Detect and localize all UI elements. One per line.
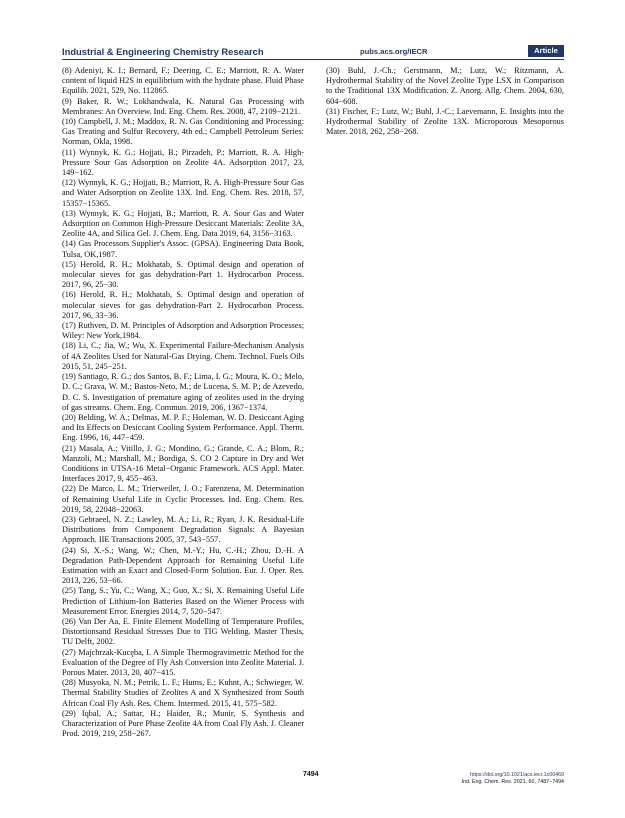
reference-item: (26) Van Der Aa, E. Finite Element Modelling of Temperature Profiles, Distortionsand Residual Stresses Due to TIG Welding. Master Thesis, TU Delft, 2002.: [62, 616, 304, 647]
reference-item: (22) De Marco, L. M.; Trierweiler, J. O.; Farenzena, M. Determination of Remaining Useful Life in Cyclic Processes. Ind. Eng. Chem. Res. 2019, 58, 22048−22063.: [62, 484, 304, 514]
reference-item: (17) Ruthven, D. M. Principles of Adsorption and Adsorption Processes; Wiley: New York,1984.: [62, 321, 304, 341]
reference-item: (14) Gas Processors Supplier's Assoc. (GPSA). Engineering Data Book, Tulsa, OK,1987.: [62, 239, 304, 259]
reference-item: (15) Herold, R. H.; Mokhatab, S. Optimal design and operation of molecular sieves for gas dehydration-Part 1. Hydrocarbon Process. 2017, 96, 25−30.: [62, 259, 304, 290]
references-column-right: [326, 66, 564, 137]
reference-item: (28) Musyoka, N. M.; Petrik, L. F.; Hums, E.; Kuhnt, A.; Schwieger, W. Thermal Stability Studies of Zeolites A and X Synthesized from South African Coal Fly Ash. Res. Chem. Intermed. 2015, 41, 575−582.: [62, 678, 304, 708]
doi-link[interactable]: https://doi.org/10.1021/acs.iecr.1c00469: [470, 772, 564, 778]
reference-item: (25) Tang, S.; Yu, C.; Wang, X.; Guo, X.; Si, X. Remaining Useful Life Prediction of Lithium-Ion Batteries Based on the Wiener Process with Measurement Error. Energies 2014, 7, 520−547.: [62, 586, 304, 616]
reference-item: (24) Si, X.-S.; Wang, W.; Chen, M.-Y.; Hu, C.-H.; Zhou, D.-H. A Degradation Path-Dependent Approach for Remaining Useful Life Estimation with an Exact and Closed-Form Solution. Eur. J. Oper. Res. 2013, 226, 53−66.: [62, 545, 304, 586]
journal-title: Industrial & Engineering Chemistry Research: [62, 46, 264, 57]
references-column-left: [62, 66, 304, 739]
page-header: [62, 45, 564, 59]
reference-item: (20) Belding, W. A.; Delmas, M. P. F.; Holeman, W. D. Desiccant Aging and Its Effects on Desiccant Cooling System Performance. Appl. Therm. Eng. 1996, 16, 447−459.: [62, 412, 304, 443]
journal-website-link[interactable]: pubs.acs.org/IECR: [360, 47, 428, 56]
reference-item: (13) Wynnyk, K. G.; Hojjati, B.; Marriott, R. A. Sour Gas and Water Adsorption on Common High-Pressure Desiccant Materials: Zeolite 3A, Zeolite 4A, and Silica Gel. J. Chem. Eng. Data 2019, 64, 3156−3163.: [62, 208, 304, 239]
article-type-badge: Article: [528, 45, 564, 57]
page-number: 7494: [303, 771, 319, 778]
reference-item: (12) Wynnyk, K. G.; Hojjati, B.; Marriott, R. A. High-Pressure Sour Gas and Water Adsorption on Zeolite 13X. Ind. Eng. Chem. Res. 2018, 57, 15357−15365.: [62, 178, 304, 208]
journal-citation: Ind. Eng. Chem. Res. 2021, 60, 7487−7494: [461, 779, 564, 785]
reference-item: (9) Baker, R. W.; Lokhandwala, K. Natural Gas Processing with Membranes: An Overview. Ind. Eng. Chem. Res. 2008, 47, 2109−2121.: [62, 96, 304, 116]
reference-item: (19) Santiago, R. G.; dos Santos, B. F.; Lima, I. G.; Moura, K. O.; Melo, D. C.; Grava, W. M.; Bastos-Neto, M.; de Lucena, S. M. P.; de Azevedo, D. C. S. Investigation of premature aging of zeolites used in the drying of gas streams. Chem. Eng. Commun. 2019, 206, 1367−1374.: [62, 372, 304, 412]
reference-item: (29) Iqbal, A.; Sattar, H.; Haider, R.; Munir, S. Synthesis and Characterization of Pure Phase Zeolite 4A from Coal Fly Ash. J. Cleaner Prod. 2019, 219, 258−267.: [62, 708, 304, 739]
reference-item: (16) Herold, R. H.; Mokhatab, S. Optimal design and operation of molecular sieves for gas dehydration-Part 2. Hydrocarbon Process. 2017, 96, 33−36.: [62, 290, 304, 320]
reference-item: (18) Li, C.; Jia, W.; Wu, X. Experimental Failure-Mechanism Analysis of 4A Zeolites Used for Natural-Gas Drying. Chem. Technol. Fuels Oils 2015, 51, 245−251.: [62, 341, 304, 371]
reference-item: (27) Majchrzak-Kucęba, I. A Simple Thermogravimetric Method for the Evaluation of the Degree of Fly Ash Conversion into Zeolite Material. J. Porous Mater. 2013, 20, 407−415.: [62, 647, 304, 677]
header-divider: [62, 59, 564, 60]
reference-item: (11) Wynnyk, K. G.; Hojjati, B.; Pirzadeh, P.; Marriott, R. A. High-Pressure Sour Gas Adsorption on Zeolite 4A. Adsorption 2017, 23, 149−162.: [62, 147, 304, 178]
reference-item: (30) Buhl, J.-Ch.; Gerstmann, M.; Lutz, W.; Ritzmann, A. Hydrothermal Stability of the Novel Zeolite Type LSX in Comparison to the Traditional 13X Modification. Z. Anorg. Allg. Chem. 2004, 630, 604−608.: [326, 66, 564, 106]
reference-item: (10) Campbell, J. M.; Maddox, R. N. Gas Conditioning and Processing: Gas Treating and Sulfur Recovery, 4th ed.; Campbell Petroleum Series: Norman, Okla, 1998.: [62, 117, 304, 147]
reference-item: (8) Adeniyi, K. I.; Bernard, F.; Deering, C. E.; Marriott, R. A. Water content of liquid H2S in equilibrium with the hydrate phase. Fluid Phase Equilib. 2021, 529, No. 112865.: [62, 66, 304, 96]
reference-item: (21) Masala, A.; Vitillo, J. G.; Mondino, G.; Grande, C. A.; Blom, R.; Manzoli, M.; Marshall, M.; Bordiga, S. CO 2 Capture in Dry and Wet Conditions in UTSA-16 Metal−Organic Framework. ACS Appl. Mater. Interfaces 2017, 9, 455−463.: [62, 443, 304, 484]
reference-item: (31) Fischer, F.; Lutz, W.; Buhl, J.-C.; Laevemann, E. Insights into the Hydrothermal Stability of Zeolite 13X. Microporous Mesoporous Mater. 2018, 262, 258−268.: [326, 106, 564, 137]
reference-item: (23) Gebraeel, N. Z.; Lawley, M. A.; Li, R.; Ryan, J. K. Residual-Life Distributions from Component Degradation Signals: A Bayesian Approach. IIE Transactions 2005, 37, 543−557.: [62, 514, 304, 545]
footer-citation-block: [400, 772, 564, 786]
